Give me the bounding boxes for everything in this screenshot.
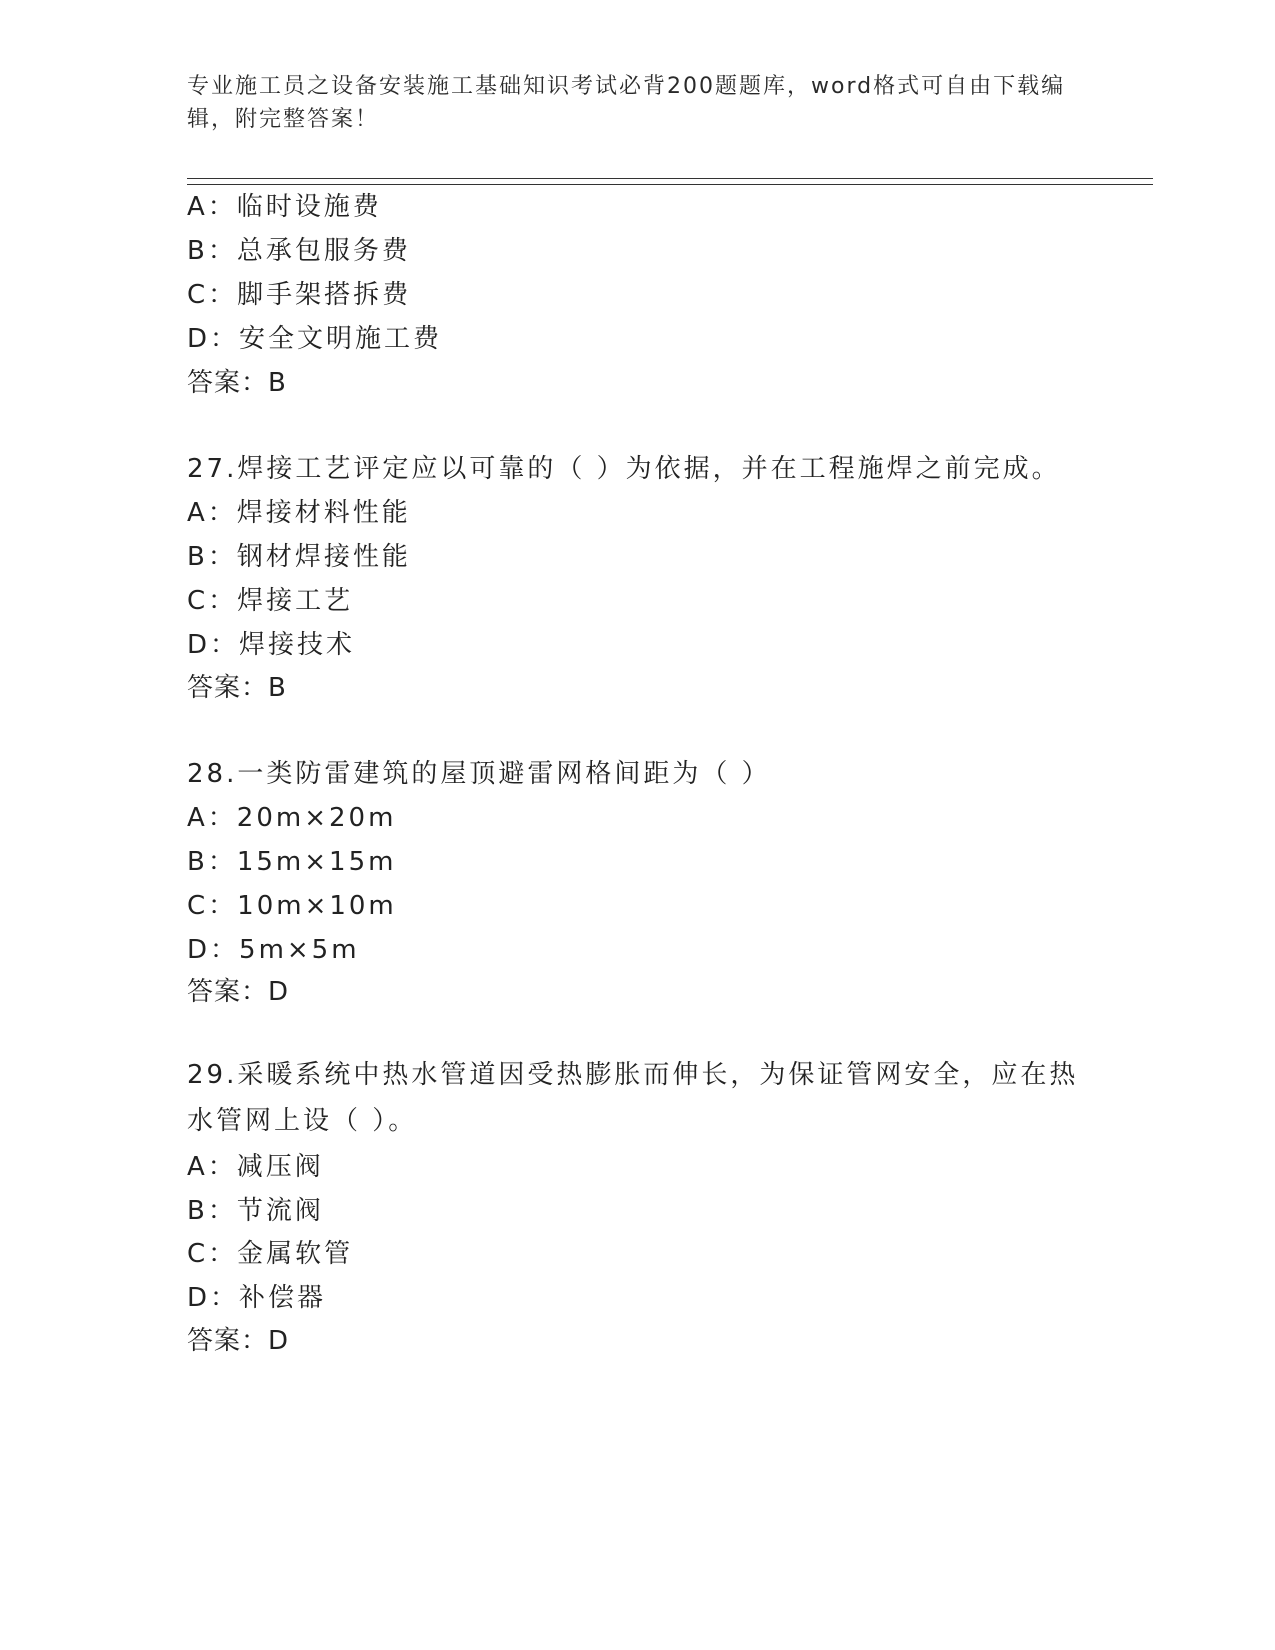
option-d: D：5m×5m: [187, 935, 360, 965]
option-c: C：10m×10m: [187, 891, 397, 921]
option-a: A：焊接材料性能: [187, 498, 411, 528]
option-d: D：焊接技术: [187, 630, 356, 660]
document-header: 专业施工员之设备安装施工基础知识考试必背200题题库，word格式可自由下载编辑，附完整答案！: [187, 74, 1066, 132]
header-divider-top: [187, 178, 1153, 179]
option-c: C：金属软管: [187, 1239, 354, 1269]
answer: 答案：B: [187, 368, 287, 398]
header-divider-bottom: [187, 184, 1153, 185]
answer: 答案：D: [187, 977, 290, 1007]
option-b: B：节流阀: [187, 1196, 324, 1226]
question-text: 27.焊接工艺评定应以可靠的（ ）为依据，并在工程施焊之前完成。: [187, 454, 1061, 484]
option-a: A：临时设施费: [187, 192, 382, 222]
question-text: 28.一类防雷建筑的屋顶避雷网格间距为（ ）: [187, 759, 771, 789]
option-c: C：脚手架搭拆费: [187, 280, 412, 310]
answer: 答案：B: [187, 673, 287, 703]
option-b: B：总承包服务费: [187, 236, 411, 266]
option-b: B：钢材焊接性能: [187, 542, 411, 572]
option-a: A：减压阀: [187, 1152, 324, 1182]
option-d: D：补偿器: [187, 1283, 327, 1313]
option-c: C：焊接工艺: [187, 586, 354, 616]
option-a: A：20m×20m: [187, 803, 397, 833]
option-b: B：15m×15m: [187, 847, 397, 877]
question-text: 29.采暖系统中热水管道因受热膨胀而伸长，为保证管网安全，应在热水管网上设（ ）。: [187, 1060, 1079, 1136]
option-d: D：安全文明施工费: [187, 324, 443, 354]
answer: 答案：D: [187, 1326, 290, 1356]
